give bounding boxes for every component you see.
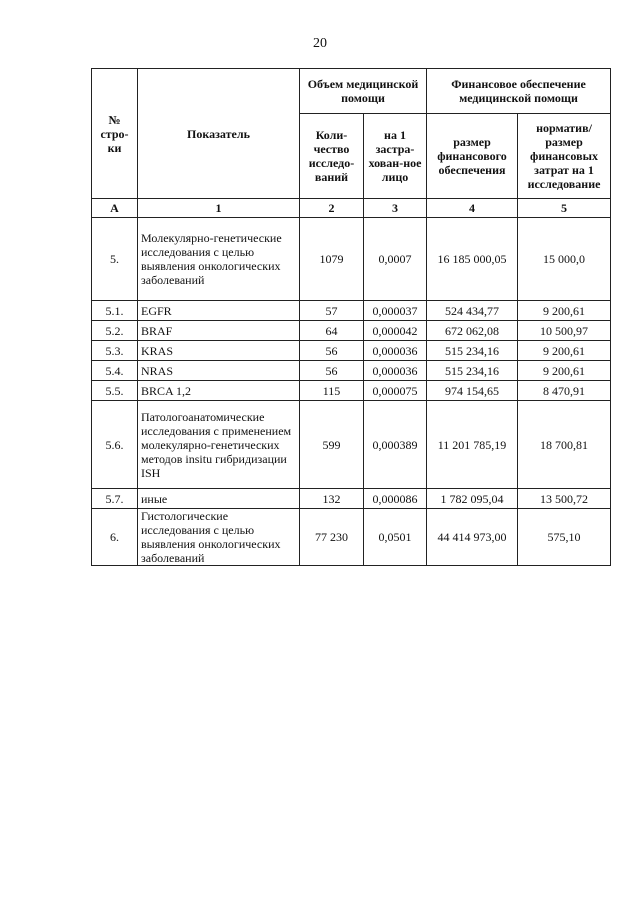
index-cell: 4 [427, 199, 518, 218]
header-fin-size: размер финансового обеспечения [427, 114, 518, 199]
row-norm: 9 200,61 [518, 361, 611, 381]
row-count: 64 [300, 321, 364, 341]
table-row [92, 301, 611, 321]
row-norm: 10 500,97 [518, 321, 611, 341]
row-norm: 8 470,91 [518, 381, 611, 401]
header-row-top [92, 69, 611, 114]
row-indicator: иные [138, 489, 300, 509]
row-per-insured: 0,0007 [364, 218, 427, 301]
row-count: 56 [300, 361, 364, 381]
row-number: 5.2. [92, 321, 138, 341]
row-per-insured: 0,000037 [364, 301, 427, 321]
index-row [92, 199, 611, 218]
row-per-insured: 0,000042 [364, 321, 427, 341]
row-norm: 18 700,81 [518, 401, 611, 489]
row-number: 5.7. [92, 489, 138, 509]
row-count: 599 [300, 401, 364, 489]
row-number: 5. [92, 218, 138, 301]
row-fin: 524 434,77 [427, 301, 518, 321]
row-indicator: Гистологические исследования с целью выявления онкологических заболеваний [138, 509, 300, 566]
row-count: 77 230 [300, 509, 364, 566]
header-indicator: Показатель [138, 69, 300, 199]
row-fin: 515 234,16 [427, 361, 518, 381]
row-number: 5.1. [92, 301, 138, 321]
row-count: 56 [300, 341, 364, 361]
table-row [92, 361, 611, 381]
row-count: 115 [300, 381, 364, 401]
row-number: 5.5. [92, 381, 138, 401]
row-indicator: KRAS [138, 341, 300, 361]
row-indicator: BRAF [138, 321, 300, 341]
header-row-no: № стро-ки [92, 69, 138, 199]
row-indicator: EGFR [138, 301, 300, 321]
header-volume-group: Объем медицинской помощи [300, 69, 427, 114]
table-row [92, 341, 611, 361]
row-count: 132 [300, 489, 364, 509]
row-norm: 13 500,72 [518, 489, 611, 509]
page-number: 20 [313, 36, 327, 51]
row-per-insured: 0,000389 [364, 401, 427, 489]
index-cell: 3 [364, 199, 427, 218]
row-number: 6. [92, 509, 138, 566]
row-fin: 672 062,08 [427, 321, 518, 341]
row-norm: 9 200,61 [518, 341, 611, 361]
table-row [92, 509, 611, 566]
table-row [92, 401, 611, 489]
row-per-insured: 0,0501 [364, 509, 427, 566]
row-fin: 11 201 785,19 [427, 401, 518, 489]
row-fin: 515 234,16 [427, 341, 518, 361]
index-cell: 2 [300, 199, 364, 218]
row-count: 57 [300, 301, 364, 321]
table-row [92, 218, 611, 301]
table-row [92, 321, 611, 341]
table-row [92, 381, 611, 401]
row-per-insured: 0,000075 [364, 381, 427, 401]
row-per-insured: 0,000086 [364, 489, 427, 509]
row-number: 5.3. [92, 341, 138, 361]
header-finance-group: Финансовое обеспечение медицинской помощи [427, 69, 611, 114]
row-fin: 974 154,65 [427, 381, 518, 401]
row-norm: 575,10 [518, 509, 611, 566]
row-count: 1079 [300, 218, 364, 301]
index-cell: 1 [138, 199, 300, 218]
index-cell: А [92, 199, 138, 218]
header-per-insured: на 1 застра-хован-ное лицо [364, 114, 427, 199]
row-fin: 1 782 095,04 [427, 489, 518, 509]
row-per-insured: 0,000036 [364, 341, 427, 361]
row-norm: 15 000,0 [518, 218, 611, 301]
row-fin: 44 414 973,00 [427, 509, 518, 566]
row-number: 5.6. [92, 401, 138, 489]
row-indicator: Патологоанатомические исследования с применением молекулярно-генетических методов insitu гибридизации ISH [138, 401, 300, 489]
row-indicator: NRAS [138, 361, 300, 381]
row-number: 5.4. [92, 361, 138, 381]
row-indicator: Молекулярно-генетические исследования с целью выявления онкологических заболеваний [138, 218, 300, 301]
row-per-insured: 0,000036 [364, 361, 427, 381]
table-row [92, 489, 611, 509]
row-norm: 9 200,61 [518, 301, 611, 321]
financing-table [91, 68, 611, 566]
header-count: Коли-чество исследо-ваний [300, 114, 364, 199]
row-indicator: BRCA 1,2 [138, 381, 300, 401]
index-cell: 5 [518, 199, 611, 218]
header-norm: норматив/ размер финансовых затрат на 1 исследование [518, 114, 611, 199]
row-fin: 16 185 000,05 [427, 218, 518, 301]
